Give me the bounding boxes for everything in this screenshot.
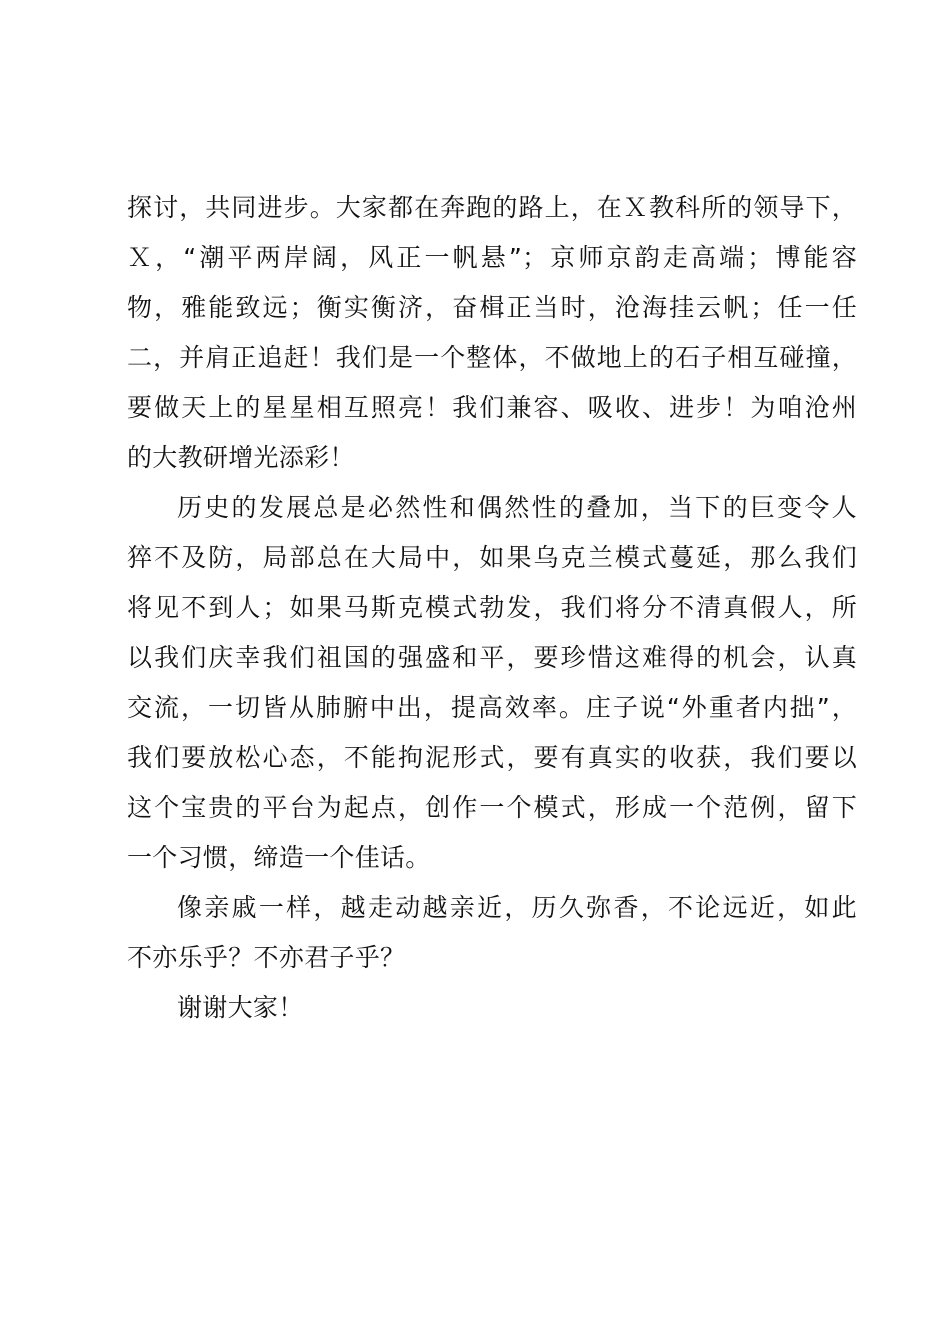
text-line: 物，雅能致远；衡实衡济，奋楫正当时，沧海挂云帆；任一任 (127, 293, 857, 322)
paragraph-4 (127, 983, 857, 1033)
text-line: 探讨，共同进步。大家都在奔跑的路上，在Ｘ教科所的领导下， (127, 193, 857, 222)
text-line: Ｘ，“潮平两岸阔，风正一帆悬”；京师京韵走高端；博能容 (127, 243, 857, 272)
text-line: 二，并肩正追赶！我们是一个整体，不做地上的石子相互碰撞， (127, 343, 857, 372)
text-line: 谢谢大家！ (177, 993, 304, 1022)
text-line: 我们要放松心态，不能拘泥形式，要有真实的收获，我们要以 (127, 743, 857, 772)
text-line: 的大教研增光添彩！ (127, 443, 355, 472)
text-line: 这个宝贵的平台为起点，创作一个模式，形成一个范例，留下 (127, 793, 857, 822)
document-body (127, 183, 857, 1033)
text-line: 不亦乐乎？不亦君子乎？ (127, 943, 406, 972)
text-line: 历史的发展总是必然性和偶然性的叠加，当下的巨变令人 (177, 493, 857, 522)
text-line: 猝不及防，局部总在大局中，如果乌克兰模式蔓延，那么我们 (127, 543, 857, 572)
text-line: 以我们庆幸我们祖国的强盛和平，要珍惜这难得的机会，认真 (127, 643, 857, 672)
paragraph-1 (127, 183, 857, 483)
text-line: 一个习惯，缔造一个佳话。 (127, 843, 431, 872)
paragraph-2 (127, 483, 857, 883)
text-line: 将见不到人；如果马斯克模式勃发，我们将分不清真假人，所 (127, 593, 857, 622)
text-line: 交流，一切皆从肺腑中出，提高效率。庄子说“外重者内拙”， (127, 693, 857, 722)
text-line: 像亲戚一样，越走动越亲近，历久弥香，不论远近，如此 (177, 893, 857, 922)
text-line: 要做天上的星星相互照亮！我们兼容、吸收、进步！为咱沧州 (127, 393, 857, 422)
paragraph-3 (127, 883, 857, 983)
